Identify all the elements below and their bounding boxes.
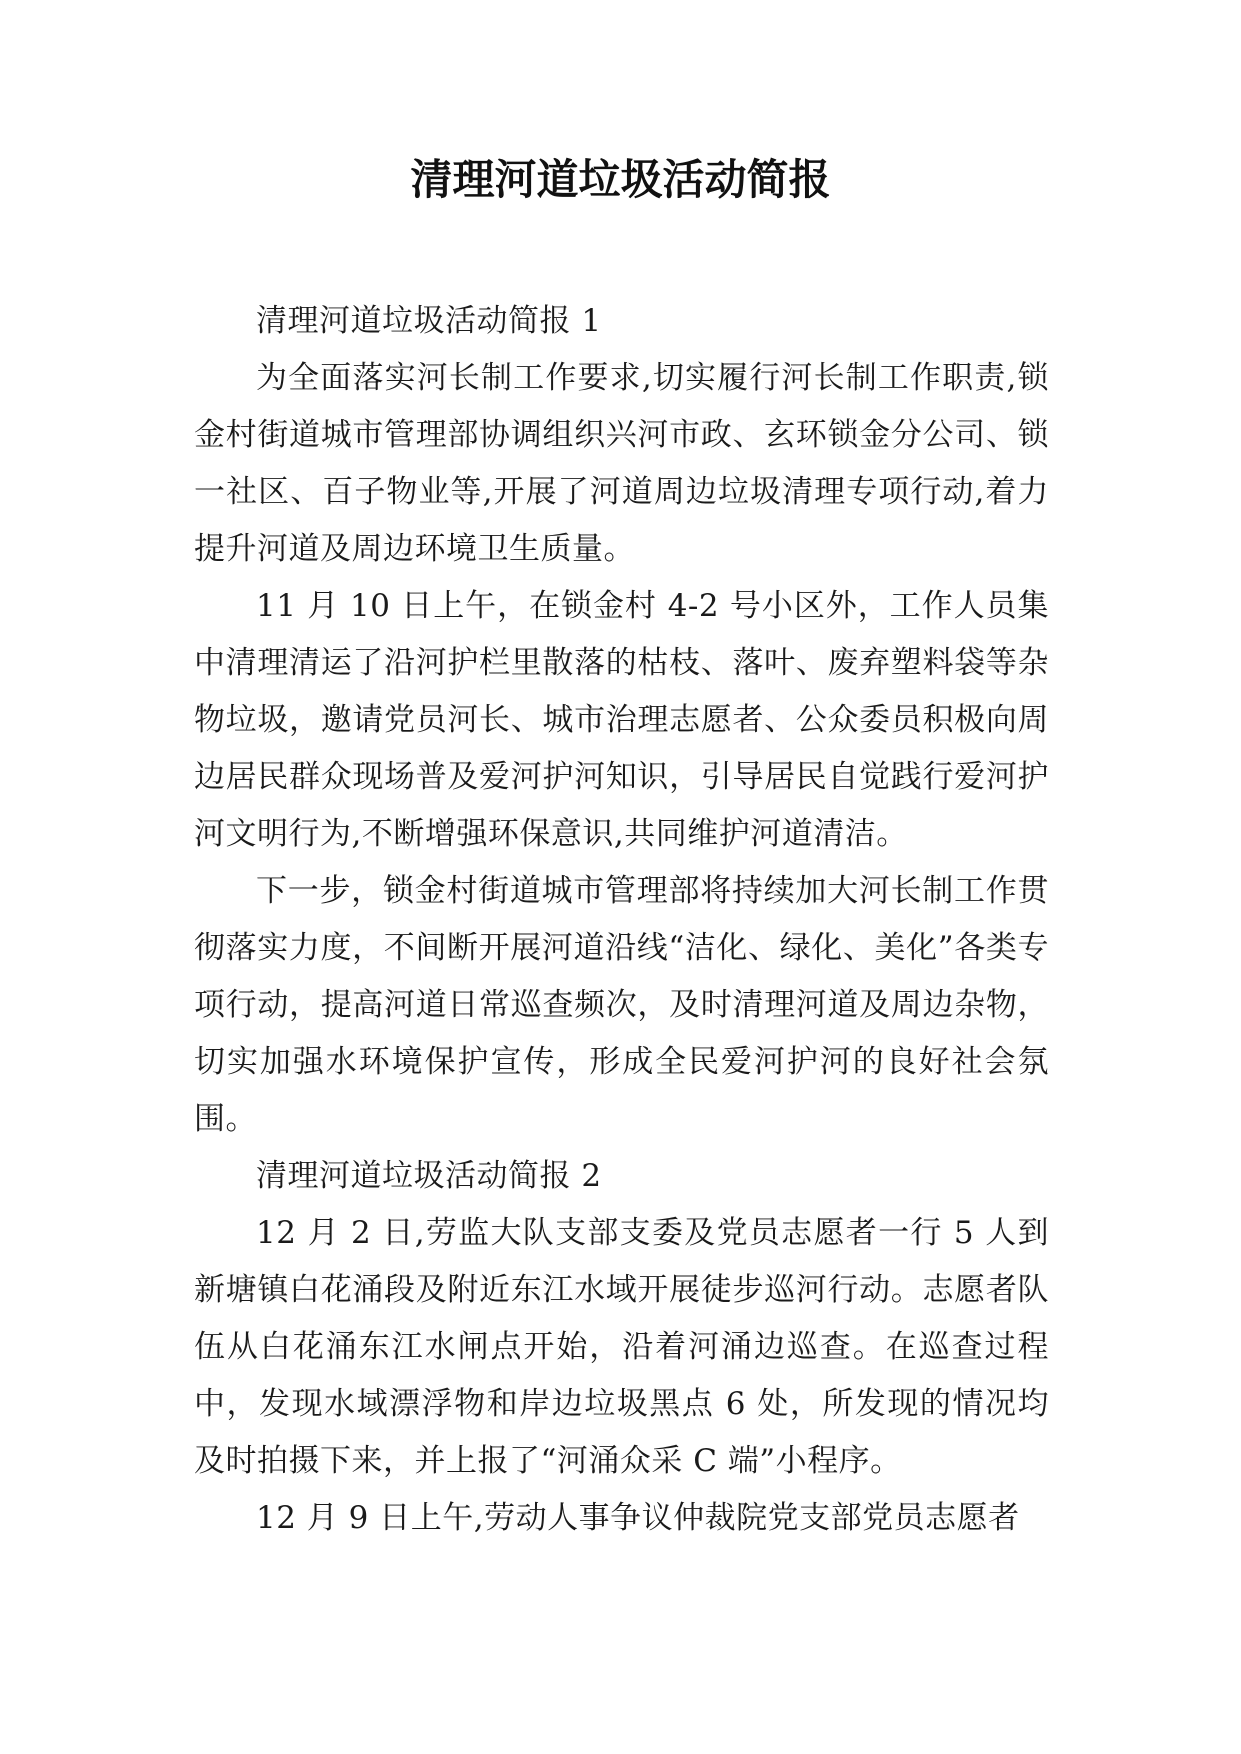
paragraph: 为全面落实河长制工作要求,切实履行河长制工作职责,锁金村街道城市管理部协调组织兴河市政、玄环锁金分公司、锁一社区、百子物业等,开展了河道周边垃圾清理专项行动,着力提升河道及周边环境卫生质量。 bbox=[194, 360, 1049, 567]
paragraph: 11 月 10 日上午，在锁金村 4-2 号小区外，工作人员集中清理清运了沿河护栏里散落的枯枝、落叶、废弃塑料袋等杂物垃圾，邀请党员河长、城市治理志愿者、公众委员积极向周边居民群众现场普及爱河护河知识，引导居民自觉践行爱河护河文明行为,不断增强环保意识,共同维护河道清洁。 bbox=[194, 588, 1049, 852]
document-title: 清理河道垃圾活动简报 bbox=[410, 155, 831, 204]
document-body bbox=[194, 293, 1049, 1547]
paragraph: 下一步，锁金村街道城市管理部将持续加大河长制工作贯彻落实力度，不间断开展河道沿线“洁化、绿化、美化”各类专项行动，提高河道日常巡查频次，及时清理河道及周边杂物，切实加强水环境保护宣传，形成全民爱河护河的良好社会氛围。 bbox=[194, 873, 1049, 1137]
paragraph: 12 月 2 日,劳监大队支部支委及党员志愿者一行 5 人到新塘镇白花涌段及附近东江水域开展徒步巡河行动。志愿者队伍从白花涌东江水闸点开始，沿着河涌边巡查。在巡查过程中，发现水域漂浮物和岸边垃圾黑点 6 处，所发现的情况均及时拍摄下来，并上报了“河涌众采 C 端”小程序。 bbox=[194, 1215, 1049, 1479]
section-heading-2: 清理河道垃圾活动简报 2 bbox=[256, 1158, 602, 1194]
section-heading-1: 清理河道垃圾活动简报 1 bbox=[256, 303, 602, 339]
paragraph: 12 月 9 日上午,劳动人事争议仲裁院党支部党员志愿者 bbox=[256, 1500, 1020, 1536]
